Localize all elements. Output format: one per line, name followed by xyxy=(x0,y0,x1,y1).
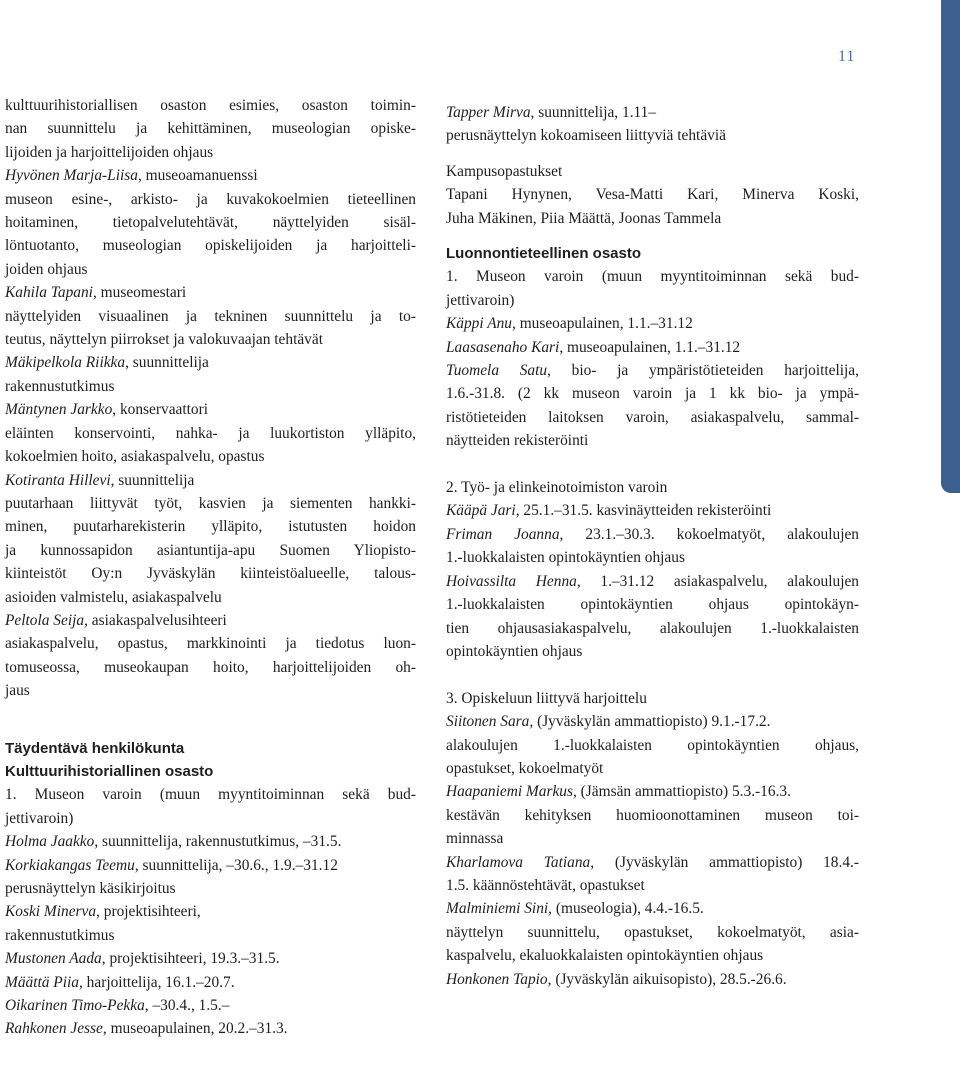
text-line: 1.-luokkalaisten opintokäyntien ohjaus opintokäyn- xyxy=(446,596,859,614)
person-role: , suunnittelija, rakennustutkimus, –31.5. xyxy=(94,833,342,851)
person-name: Määttä Piia xyxy=(5,973,79,991)
right-column xyxy=(446,101,859,991)
person-name: Mustonen Aada xyxy=(5,950,102,968)
person-role: (Jyväskylän aikuisopisto), 28.5.-26.6. xyxy=(551,970,787,988)
page-number: 11 xyxy=(838,48,856,65)
person-name: Rahkonen Jesse xyxy=(5,1020,103,1038)
text-line: perusnäyttelyn kokoamiseen liittyviä tehtäviä xyxy=(446,127,726,145)
section-heading: Luonnontieteellinen osasto xyxy=(446,245,642,263)
text-line: näyttelyiden visuaalinen ja tekninen suunnittelu ja to- xyxy=(5,307,416,325)
person-name: Haapaniemi Markus, xyxy=(446,783,577,801)
text-line: löntuotanto, museologian opiskelijoiden ja harjoitteli- xyxy=(5,237,416,255)
person-name: Peltola Seija xyxy=(5,611,85,629)
person-name: Kotiranta Hillevi xyxy=(5,471,111,489)
text-line: tomuseossa, museokaupan hoito, harjoittelijoiden oh- xyxy=(5,658,416,676)
person-role: , projektisihteeri, 19.3.–31.5. xyxy=(101,950,280,968)
text-line: rakennustutkimus xyxy=(5,377,115,395)
person-name: Koski Minerva xyxy=(5,903,97,921)
person-name: Siitonen Sara, xyxy=(446,713,534,731)
person-name: Honkonen Tapio, xyxy=(446,970,552,988)
person-name: Kääpä Jari xyxy=(446,502,516,520)
text-line: asiakaspalvelu, opastus, markkinointi ja tiedotus luon- xyxy=(5,635,416,653)
text-line: kulttuurihistoriallisen osaston esimies, osaston toimin- xyxy=(5,97,416,114)
text-line: minen, puutarharekisterin ylläpito, istutusten hoidon xyxy=(5,518,416,536)
person-role: , 25.1.–31.5. kasvinäytteiden rekisteröinti xyxy=(515,502,772,520)
person-entry xyxy=(446,336,859,359)
person-entry xyxy=(5,830,416,853)
person-role: , suunnittelija xyxy=(125,354,209,372)
text-line: 1.6.-31.8. (2 kk museon varoin ja 1 kk bio- ja ympä- xyxy=(446,385,859,403)
person-entry xyxy=(5,854,416,877)
spacer xyxy=(446,148,859,160)
spacer xyxy=(446,453,859,476)
text-line: asioiden valmistelu, asiakaspalvelu xyxy=(5,588,222,606)
person-role: , asiakaspalvelusihteeri xyxy=(84,611,227,629)
person-role: , –30.4., 1.5.– xyxy=(144,997,230,1015)
person-entry xyxy=(5,994,416,1017)
person-role: (Jyväskylän ammattiopisto) 9.1.-17.2. xyxy=(533,713,771,731)
section-heading: Täydentävä henkilökunta xyxy=(5,739,185,757)
person-entry xyxy=(5,609,416,632)
text-line: ja kunnossapidon asiantuntija-apu Suomen Yliopisto- xyxy=(5,541,416,559)
text-line: kiinteistöt Oy:n Jyväskylän kiinteistöalueelle, talous- xyxy=(5,565,416,583)
person-role: (museologia), 4.4.-16.5. xyxy=(552,900,704,918)
person-entry xyxy=(446,710,859,733)
person-entry xyxy=(446,101,859,124)
text-line: hoitaminen, tietopalvelutehtävät, näyttelyiden sisäl- xyxy=(5,214,416,232)
person-role: , museomestari xyxy=(92,284,187,302)
text-line: kaspalvelu, ekaluokkalaisten opintokäyntien ohjaus xyxy=(446,947,764,965)
person-name: Korkiakangas Teemu xyxy=(5,856,135,874)
chapter-edge-tab xyxy=(941,0,960,493)
text-line: alakoulujen 1.-luokkalaisten opintokäyntien ohjaus, xyxy=(446,736,859,754)
person-entry xyxy=(446,968,859,991)
person-entry xyxy=(446,523,859,546)
text-line: jettivaroin) xyxy=(446,291,515,309)
text-line: tien ohjausasiakaspalvelu, alakoulujen 1.-luokkalaisten xyxy=(446,619,859,637)
text-line: näytteiden rekisteröinti xyxy=(446,432,589,450)
text-line: joiden ohjaus xyxy=(5,260,88,278)
text-line: 1. Museon varoin (muun myyntitoiminnan sekä bud- xyxy=(5,786,416,804)
person-name: Hoivassilta Henna xyxy=(446,572,577,590)
person-entry xyxy=(5,164,416,187)
person-role: , harjoittelija, 16.1.–20.7. xyxy=(78,973,235,991)
person-entry xyxy=(5,971,416,994)
person-role: , suunnittelija, 1.11– xyxy=(530,104,657,121)
person-name: Kharlamova Tatiana, xyxy=(446,853,595,871)
person-name: Kahila Tapani xyxy=(5,284,93,302)
text-line: Tapani Hynynen, Vesa-Matti Kari, Minerva Koski, xyxy=(446,186,859,204)
person-role: , 1.–31.12 asiakaspalvelu, alakoulujen xyxy=(576,572,859,590)
person-name: Käppi Anu xyxy=(446,315,512,333)
person-role: , museoapulainen, 1.1.–31.12 xyxy=(512,315,693,333)
text-line: teutus, näyttelyn piirrokset ja valokuvaajan tehtävät xyxy=(5,331,323,349)
text-line: Kampusopastukset xyxy=(446,162,563,180)
text-line: opastukset, kokoelmatyöt xyxy=(446,759,604,777)
person-name: Mäkipelkola Riikka xyxy=(5,354,126,372)
text-line: Juha Mäkinen, Piia Määttä, Joonas Tammela xyxy=(446,209,722,227)
person-entry xyxy=(5,351,416,374)
text-line: 1.5. käännöstehtävät, opastukset xyxy=(446,876,645,894)
text-line: minnassa xyxy=(446,830,504,848)
person-role: , konservaattori xyxy=(112,401,208,419)
person-role: , 23.1.–30.3. kokoelmatyöt, alakoulujen xyxy=(559,525,859,543)
person-name: Tapper Mirva xyxy=(446,104,531,121)
section-heading: Kulttuurihistoriallinen osasto xyxy=(5,762,214,780)
text-line: perusnäyttelyn käsikirjoitus xyxy=(5,880,176,897)
person-role: , suunnittelija, –30.6., 1.9.–31.12 xyxy=(134,856,338,874)
person-name: Malminiemi Sini, xyxy=(446,900,553,918)
person-entry xyxy=(446,359,859,382)
person-name: Friman Joanna xyxy=(446,525,560,543)
person-name: Mäntynen Jarkko xyxy=(5,401,113,419)
person-entry xyxy=(446,897,859,920)
person-entry xyxy=(446,780,859,803)
person-entry xyxy=(5,469,416,492)
text-line: kokoelmien hoito, asiakaspalvelu, opastus xyxy=(5,448,265,466)
person-name: Hyvönen Marja-Liisa xyxy=(5,167,138,185)
text-line: lijoiden ja harjoittelijoiden ohjaus xyxy=(5,143,214,161)
person-entry xyxy=(446,851,859,874)
person-entry xyxy=(5,900,416,923)
person-role: , museoapulainen, 1.1.–31.12 xyxy=(559,338,741,356)
text-line: rakennustutkimus xyxy=(5,926,115,944)
person-name: Holma Jaakko xyxy=(5,833,95,851)
text-line: ristötieteiden laitoksen varoin, asiakaspalvelu, sammal- xyxy=(446,408,859,426)
left-column xyxy=(5,94,416,1041)
person-entry xyxy=(5,947,416,970)
person-entry xyxy=(446,499,859,522)
person-name: Tuomela Satu xyxy=(446,362,548,380)
text-line: 1.-luokkalaisten opintokäyntien ohjaus xyxy=(446,549,685,567)
person-role: , bio- ja ympäristötieteiden harjoittelija, xyxy=(547,362,859,380)
text-line: kestävän kehityksen huomioonottaminen museon toi- xyxy=(446,806,859,824)
person-entry xyxy=(5,1017,416,1040)
person-entry xyxy=(5,281,416,304)
text-line: puutarhaan liittyvät työt, kasvien ja siementen hankki- xyxy=(5,494,416,512)
spacer xyxy=(5,703,416,737)
person-name: Laasasenaho Kari xyxy=(446,338,560,356)
person-role: , suunnittelija xyxy=(110,471,195,489)
text-line: nan suunnittelu ja kehittäminen, museologian opiske- xyxy=(5,120,416,138)
text-line: opintokäyntien ohjaus xyxy=(446,642,583,660)
text-line: jaus xyxy=(5,682,30,700)
text-line: eläinten konservointi, nahka- ja luukortiston ylläpito, xyxy=(5,424,416,442)
person-name: Oikarinen Timo-Pekka xyxy=(5,997,145,1015)
text-line: 1. Museon varoin (muun myyntitoiminnan sekä bud- xyxy=(446,268,859,286)
person-role: , museoamanuenssi xyxy=(137,167,258,185)
person-entry xyxy=(446,570,859,593)
text-line: museon esine-, arkisto- ja kuvakokoelmien tieteellinen xyxy=(5,190,416,208)
text-line: jettivaroin) xyxy=(5,809,74,827)
spacer xyxy=(446,230,859,242)
person-role: (Jämsän ammattiopisto) 5.3.-16.3. xyxy=(576,783,791,801)
text-line: näyttelyn suunnittelu, opastukset, kokoelmatyöt, asia- xyxy=(446,923,859,941)
person-role: (Jyväskylän ammattiopisto) 18.4.- xyxy=(594,853,859,871)
text-line: 2. Työ- ja elinkeinotoimiston varoin xyxy=(446,479,668,497)
person-entry xyxy=(5,398,416,421)
spacer xyxy=(446,663,859,686)
person-role: , museoapulainen, 20.2.–31.3. xyxy=(102,1020,288,1038)
text-line: 3. Opiskeluun liittyvä harjoittelu xyxy=(446,689,647,707)
person-entry xyxy=(446,312,859,335)
person-role: , projektisihteeri, xyxy=(96,903,201,921)
